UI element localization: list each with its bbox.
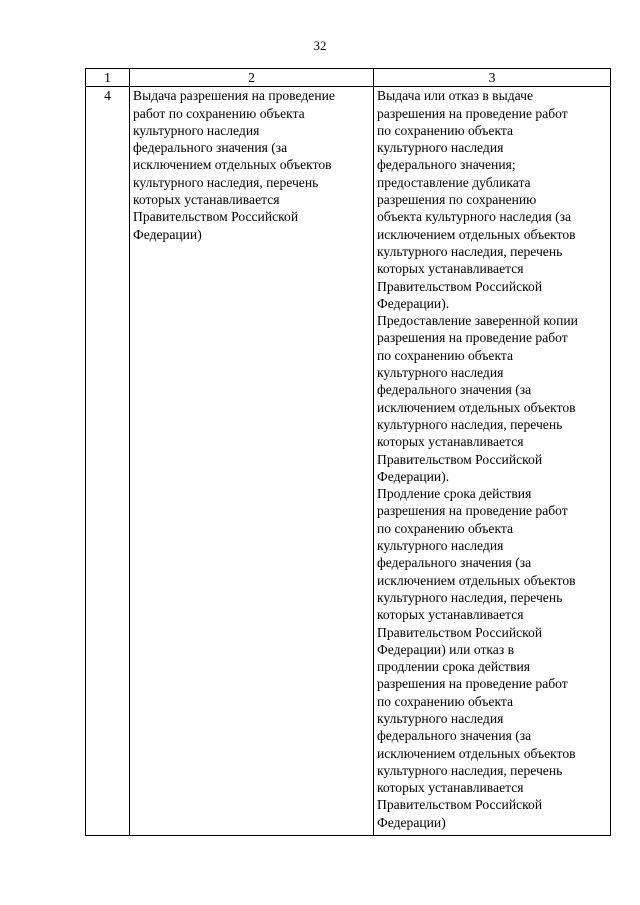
row-number-cell: 4 [86,87,130,836]
procedures-cell: Выдача или отказ в выдаче разрешения на проведение работ по сохранению объекта культурного наследия федерального значения; предоставление дубликата разрешения по сохранению объекта культурного наследия (за исключением отдельных объектов культурного наследия, перечень которых устанавливается Правительством Российской Федерации). Предоставление заверенной копии разрешения на проведение работ по сохранению объекта культурного наследия федерального значения (за исключением отдельных объектов культурного наследия, перечень которых устанавливается Правительством Российской Федерации). Продление срока действия разрешения на проведение работ по сохранению объекта культурного наследия федерального значения (за исключением отдельных объектов культурного наследия, перечень которых устанавливается Правительством Российской Федерации) или отказ в продлении срока действия разрешения на проведение работ по сохранению объекта культурного наследия федерального значения (за исключением отдельных объектов культурного наследия, перечень которых устанавливается Правительством Российской Федерации) [374,87,611,836]
column-header-2: 2 [130,69,374,87]
document-table [85,68,611,836]
table-header-row [86,69,611,87]
page-number: 32 [313,38,327,53]
column-header-1: 1 [86,69,130,87]
column-header-3: 3 [374,69,611,87]
table-row [86,87,611,836]
service-name-cell: Выдача разрешения на проведение работ по сохранению объекта культурного наследия федерального значения (за исключением отдельных объектов культурного наследия, перечень которых устанавливается Правительством Российской Федерации) [130,87,374,836]
